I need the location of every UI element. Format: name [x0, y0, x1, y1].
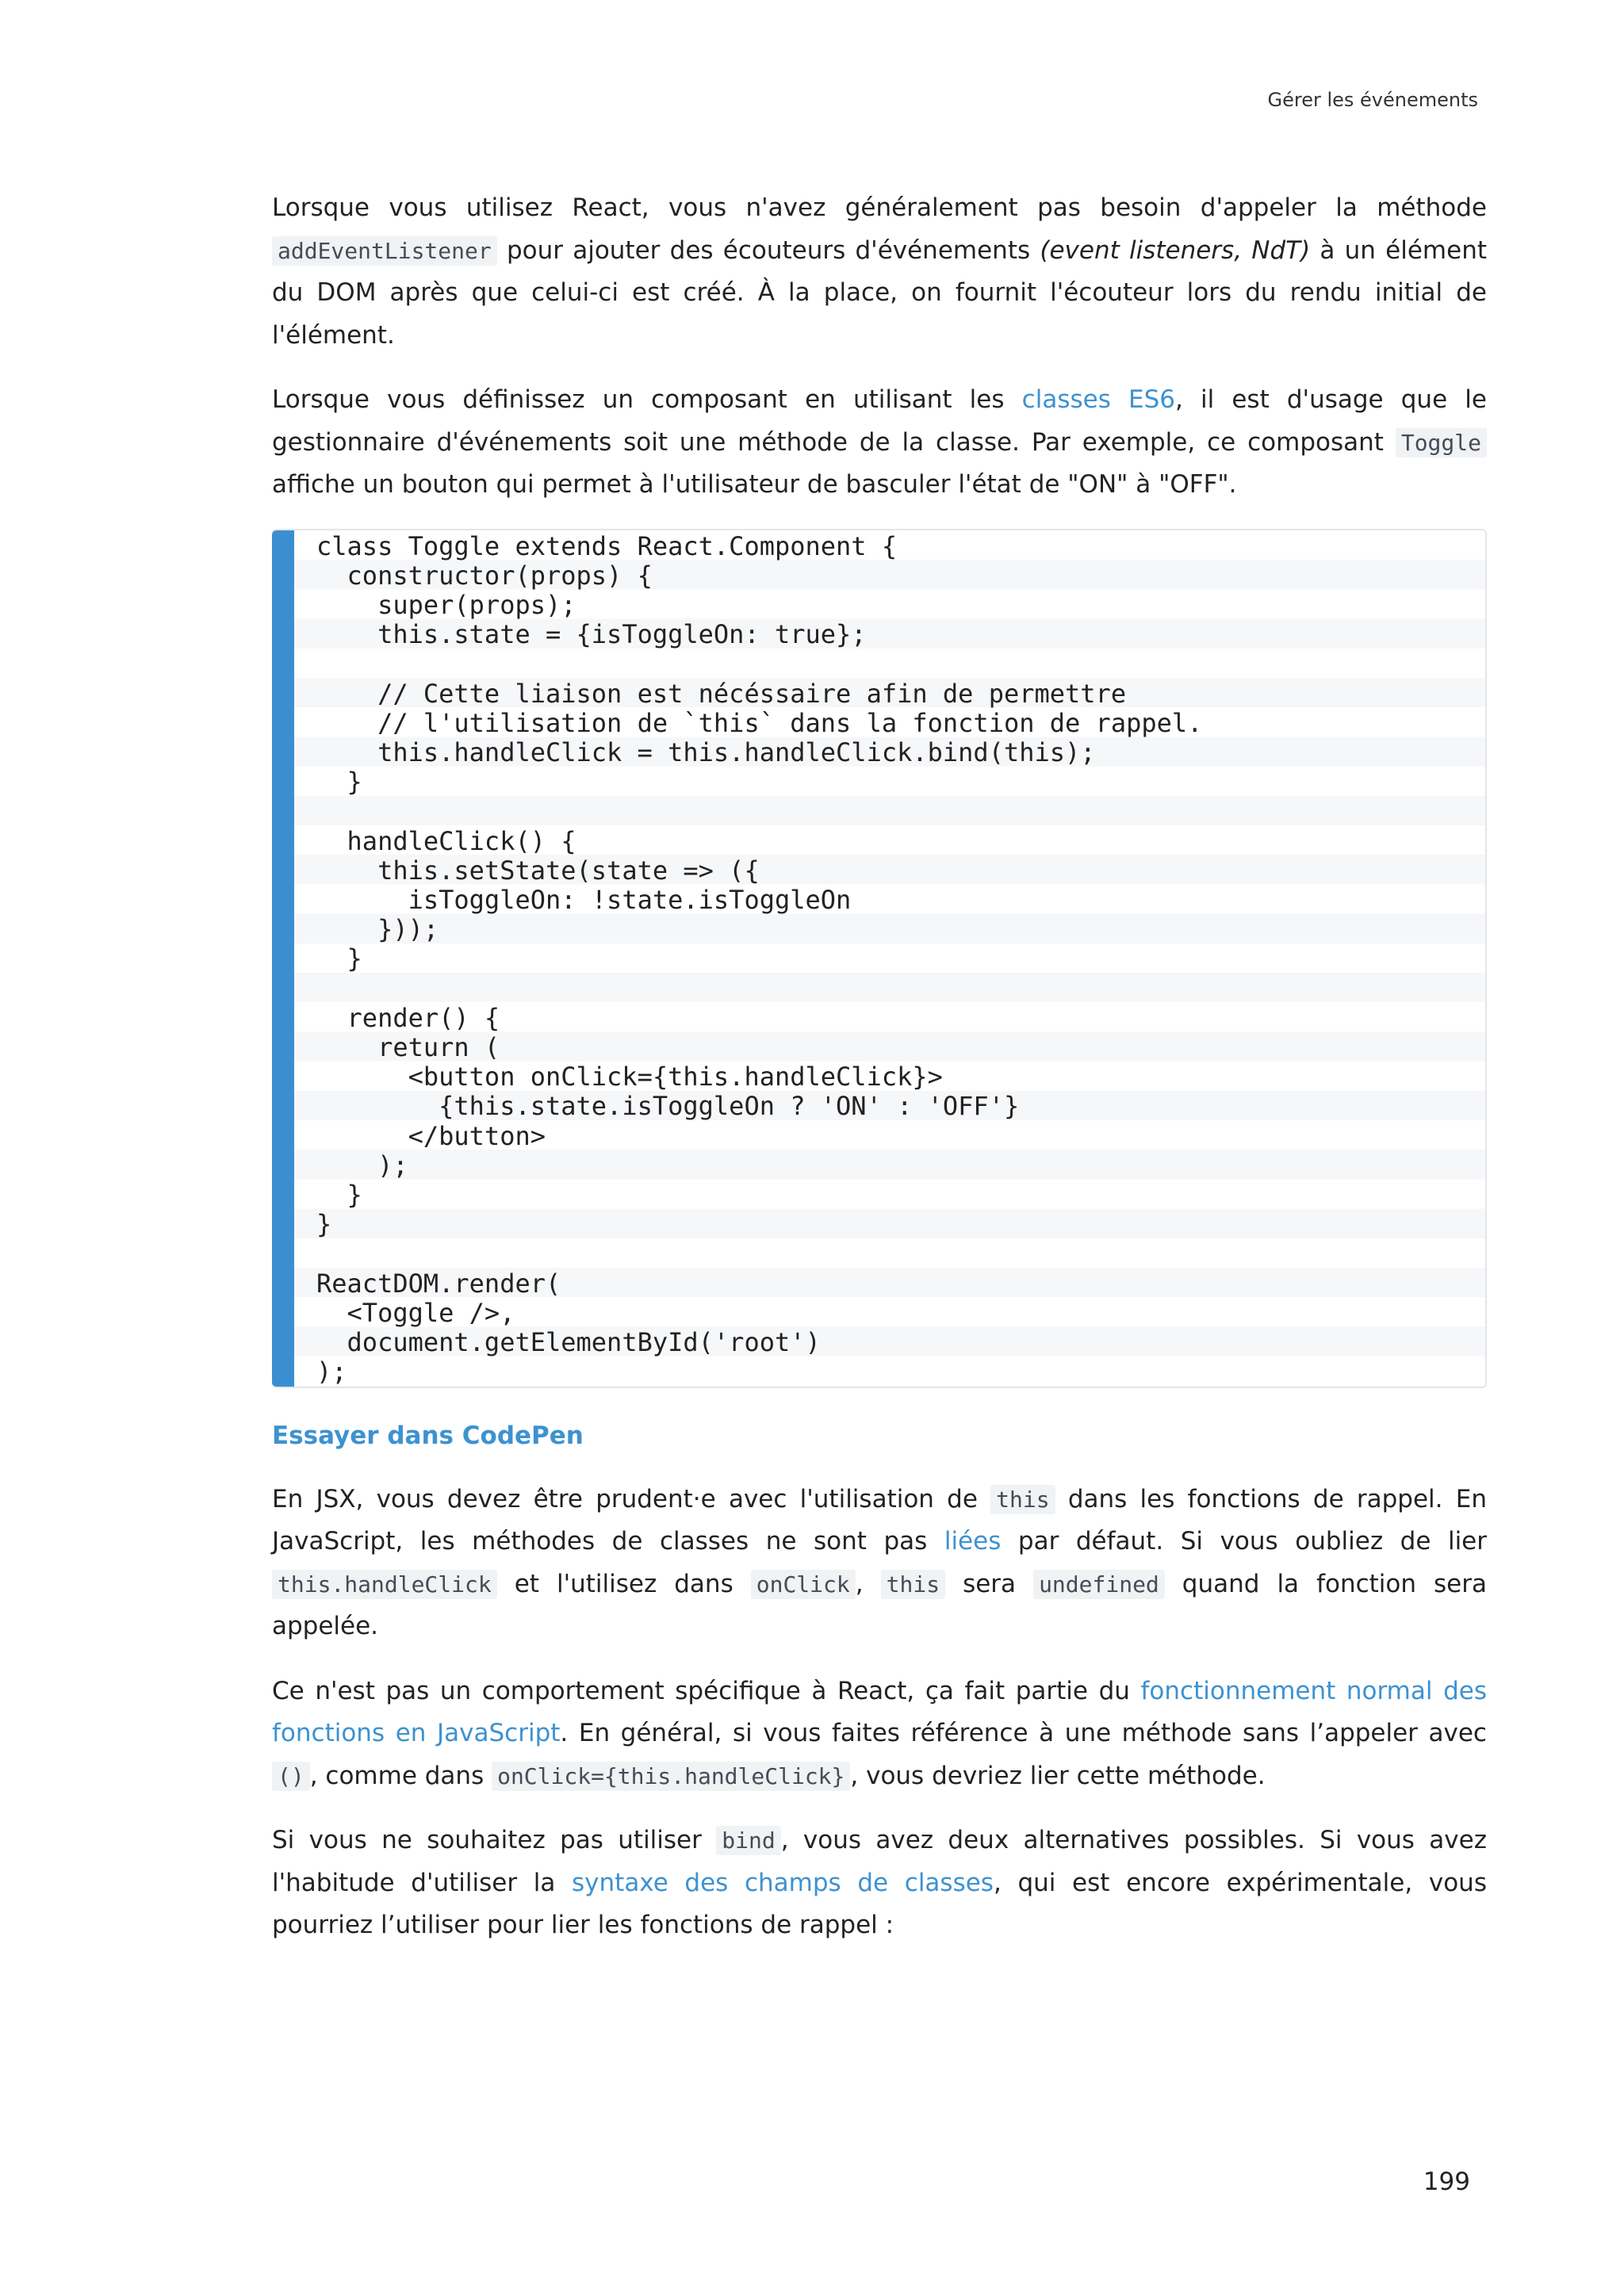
- text-span: , vous avez deux alternatives possibles. Si vous avez l'habitude d'utiliser la: [272, 1826, 1487, 1897]
- code-line: }: [316, 1179, 362, 1210]
- code-line: class Toggle extends React.Component {: [316, 530, 898, 561]
- code-line: this.setState(state => ({: [316, 855, 760, 886]
- text-span: Si vous ne souhaitez pas utiliser: [272, 1826, 717, 1854]
- inline-code: this: [881, 1570, 945, 1599]
- code-block: [272, 529, 1487, 1388]
- text-span: . En général, si vous faites référence à une méthode sans l’appeler avec: [560, 1719, 1487, 1747]
- inline-code: bind: [716, 1826, 780, 1855]
- code-line: constructor(props) {: [316, 560, 653, 591]
- running-header: Gérer les événements: [1267, 89, 1478, 111]
- text-span: Lorsque vous utilisez React, vous n'avez généralement pas besoin d'appeler la méthode: [272, 193, 1487, 222]
- text-span: , vous devriez lier cette méthode.: [850, 1761, 1266, 1790]
- paragraph-classes: [272, 379, 1487, 507]
- code-line: {this.state.isToggleOn ? 'ON' : 'OFF'}: [316, 1091, 1020, 1122]
- emphasis-text: (event listeners, NdT): [1040, 235, 1311, 265]
- text-span: et l'utilisez dans: [496, 1569, 751, 1598]
- inline-code: this: [990, 1485, 1055, 1514]
- inline-code: onClick={this.handleClick}: [492, 1762, 850, 1791]
- inline-code: Toggle: [1396, 428, 1487, 457]
- code-line: <button onClick={this.handleClick}>: [316, 1062, 943, 1093]
- text-span: quand la fonction sera appelée.: [272, 1569, 1487, 1640]
- paragraph-alternatives: [272, 1820, 1487, 1947]
- page-content: [272, 187, 1487, 1969]
- code-line: this.state = {isToggleOn: true};: [316, 619, 867, 650]
- inline-code: (): [272, 1762, 310, 1791]
- text-span: , il est d'usage que le gestionnaire d'événements soit une méthode de la classe. Par exemple, ce composant: [272, 385, 1487, 457]
- paragraph-this-binding: [272, 1479, 1487, 1648]
- code-line: ReactDOM.render(: [316, 1268, 561, 1299]
- code-line: <Toggle />,: [316, 1297, 515, 1328]
- code-line: isToggleOn: !state.isToggleOn: [316, 884, 852, 915]
- code-line: </button>: [316, 1120, 546, 1151]
- code-line: this.handleClick = this.handleClick.bind(this);: [316, 737, 1096, 767]
- code-line: document.getElementById('root'): [316, 1326, 821, 1357]
- link-classes-es6[interactable]: classes ES6: [1021, 385, 1175, 414]
- code-line: handleClick() {: [316, 825, 576, 856]
- inline-code: this.handleClick: [272, 1570, 497, 1599]
- text-span: , qui est encore expérimentale, vous pourriez l’utiliser pour lier les fonctions de rappel :: [272, 1868, 1487, 1939]
- text-span: ,: [855, 1569, 881, 1598]
- code-line: // Cette liaison est nécéssaire afin de permettre: [316, 678, 1127, 709]
- inline-code: onClick: [751, 1570, 856, 1599]
- text-span: , comme dans: [309, 1761, 492, 1790]
- link-class-fields-syntax[interactable]: syntaxe des champs de classes: [572, 1868, 994, 1897]
- code-line: );: [316, 1150, 408, 1181]
- code-line: super(props);: [316, 589, 576, 620]
- code-line: }));: [316, 914, 439, 945]
- text-span: En JSX, vous devez être prudent·e avec l'utilisation de: [272, 1484, 991, 1513]
- paragraph-intro: [272, 187, 1487, 357]
- inline-code: addEventListener: [272, 236, 497, 266]
- text-span: sera: [945, 1569, 1034, 1598]
- page-number: 199: [1423, 2168, 1470, 2196]
- link-liees[interactable]: liées: [944, 1527, 1002, 1556]
- code-line: render() {: [316, 1002, 500, 1033]
- code-line: }: [316, 943, 362, 974]
- text-span: à un élément du DOM après que celui-ci est créé. À la place, on fournit l'écouteur lors du rendu initial de l'élément.: [272, 235, 1487, 350]
- text-span: Lorsque vous définissez un composant en utilisant les: [272, 385, 1022, 414]
- code-line: // l'utilisation de `this` dans la fonction de rappel.: [316, 707, 1203, 738]
- paragraph-javascript-functions: [272, 1670, 1487, 1798]
- code-block-accent-bar: [272, 530, 294, 1387]
- code-line: );: [316, 1357, 347, 1387]
- code-line: }: [316, 1209, 332, 1240]
- text-span: dans les fonctions de rappel. En JavaScript, les méthodes de classes ne sont pas: [272, 1484, 1487, 1556]
- text-span: Ce n'est pas un comportement spécifique à React, ça fait partie du: [272, 1676, 1141, 1705]
- text-span: par défaut. Si vous oubliez de lier: [1001, 1527, 1487, 1556]
- text-span: affiche un bouton qui permet à l'utilisateur de basculer l'état de "ON" à "OFF".: [272, 470, 1237, 499]
- code-line: }: [316, 767, 362, 798]
- link-javascript-functions[interactable]: fonctionnement normal des fonctions en JavaScript: [272, 1676, 1487, 1747]
- code-line: return (: [316, 1031, 500, 1062]
- text-span: pour ajouter des écouteurs d'événements: [496, 235, 1040, 265]
- try-in-codepen-link[interactable]: Essayer dans CodePen: [272, 1421, 584, 1450]
- inline-code: undefined: [1033, 1570, 1165, 1599]
